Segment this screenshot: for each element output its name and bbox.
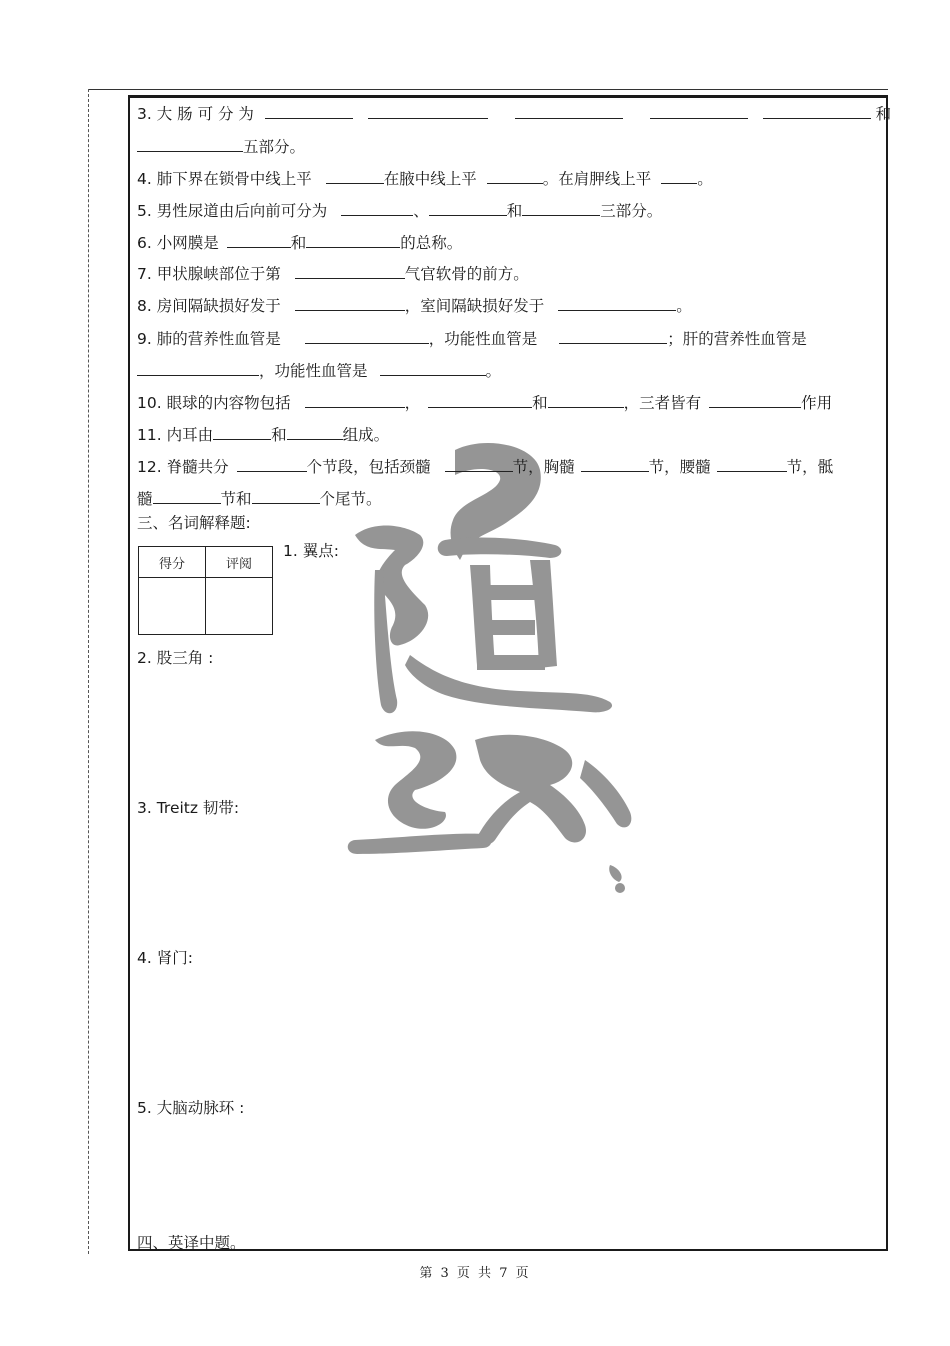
q3-suffix: 五部分。: [243, 138, 306, 156]
q12-text-d: 节，腰髓: [648, 458, 711, 476]
answer-blank[interactable]: [709, 392, 801, 408]
q8-text-c: 。: [676, 297, 692, 315]
section-4-title: 四、英译中题。: [137, 1234, 246, 1252]
q4-text-c: 。在肩胛线上平: [542, 170, 652, 188]
answer-blank[interactable]: [227, 232, 291, 248]
term-3: 3. Treitz 韧带:: [137, 799, 240, 817]
q4-text-b: 在腋中线上平: [383, 170, 477, 188]
q9-text-c: ；肝的营养性血管是: [667, 330, 807, 348]
answer-blank[interactable]: [326, 168, 384, 184]
q12-text-g: 节和: [220, 490, 252, 508]
page-footer: 第 3 页 共 7 页: [419, 1266, 531, 1281]
answer-blank[interactable]: [153, 488, 221, 504]
q11-text-c: 组成。: [342, 426, 390, 444]
answer-blank[interactable]: [341, 200, 413, 216]
question-8: [137, 295, 692, 316]
answer-blank[interactable]: [305, 392, 405, 408]
question-6: [137, 232, 462, 253]
answer-blank[interactable]: [763, 103, 871, 119]
question-10: [137, 392, 832, 413]
answer-blank[interactable]: [137, 136, 243, 152]
question-9-cont: [137, 360, 501, 381]
section-3-title: 三、名词解释题:: [137, 514, 251, 532]
score-cell[interactable]: [139, 578, 206, 635]
q10-text-a: 10. 眼球的内容物包括: [137, 394, 291, 412]
q5-text-a: 5. 男性尿道由后向前可分为: [137, 202, 328, 220]
q9-text-e: 。: [485, 362, 502, 380]
answer-blank[interactable]: [429, 200, 507, 216]
q10-text-e: 作用: [801, 394, 833, 412]
answer-blank[interactable]: [295, 295, 405, 311]
question-12-cont: [137, 488, 382, 509]
q11-text-b: 和: [271, 426, 287, 444]
answer-blank[interactable]: [213, 424, 271, 440]
question-7: [137, 263, 529, 284]
answer-blank[interactable]: [287, 424, 343, 440]
binding-line: [88, 89, 89, 1254]
term-5: 5. 大脑动脉环 :: [137, 1099, 245, 1117]
answer-blank[interactable]: [548, 392, 624, 408]
score-label: 得分: [139, 547, 206, 578]
term-1: 1. 翼点:: [283, 542, 339, 560]
q8-text-b: ，室间隔缺损好发于: [404, 297, 545, 315]
q10-text-d: ，三者皆有: [623, 394, 702, 412]
answer-blank[interactable]: [487, 168, 543, 184]
q3-and-text: 和: [875, 105, 892, 123]
review-cell[interactable]: [206, 578, 273, 635]
score-box: [138, 546, 273, 635]
q7-text-a: 7. 甲状腺峡部位于第: [137, 265, 281, 283]
answer-blank[interactable]: [650, 103, 748, 119]
answer-blank[interactable]: [368, 103, 488, 119]
answer-blank[interactable]: [445, 456, 513, 472]
calligraphy-watermark-icon: [335, 440, 640, 910]
review-label: 评阅: [206, 547, 273, 578]
answer-blank[interactable]: [265, 103, 353, 119]
answer-blank[interactable]: [252, 488, 320, 504]
answer-blank[interactable]: [237, 456, 307, 472]
q8-text-a: 8. 房间隔缺损好发于: [137, 297, 281, 315]
q5-text-d: 三部分。: [600, 202, 663, 220]
term-4: 4. 肾门:: [137, 949, 193, 967]
q12-text-e: 节，骶: [786, 458, 834, 476]
q7-text-b: 气官软骨的前方。: [404, 265, 529, 283]
q12-text-h: 个尾节。: [319, 490, 382, 508]
answer-blank[interactable]: [306, 232, 400, 248]
q6-text-c: 的总称。: [400, 234, 463, 252]
q6-text-a: 6. 小网膜是: [137, 234, 219, 252]
answer-blank[interactable]: [522, 200, 600, 216]
question-4: [137, 168, 713, 189]
q5-text-b: 、: [413, 202, 429, 220]
q3-text: 3. 大 肠 可 分 为: [137, 105, 254, 123]
page-top-rule: [88, 89, 888, 90]
question-5: [137, 200, 662, 221]
answer-blank[interactable]: [661, 168, 697, 184]
q11-text-a: 11. 内耳由: [137, 426, 214, 444]
q12-text-f: 髓: [137, 490, 153, 508]
answer-blank[interactable]: [559, 328, 667, 344]
q9-text-a: 9. 肺的营养性血管是: [137, 330, 281, 348]
q12-text-b: 个节段，包括颈髓: [306, 458, 431, 476]
q4-text-d: 。: [697, 170, 713, 188]
question-11: [137, 424, 389, 445]
q12-text-a: 12. 脊髓共分: [137, 458, 229, 476]
term-2: 2. 股三角 :: [137, 649, 214, 667]
question-3-cont: [137, 136, 305, 157]
answer-blank[interactable]: [428, 392, 532, 408]
q9-text-d: ，功能性血管是: [259, 362, 368, 380]
answer-blank[interactable]: [137, 360, 259, 376]
answer-blank[interactable]: [717, 456, 787, 472]
answer-blank[interactable]: [305, 328, 429, 344]
q5-text-c: 和: [506, 202, 523, 220]
q12-text-c: 节，胸髓: [512, 458, 575, 476]
answer-blank[interactable]: [581, 456, 649, 472]
question-12: [137, 456, 833, 477]
answer-blank[interactable]: [380, 360, 486, 376]
answer-blank[interactable]: [515, 103, 623, 119]
q10-text-c: 和: [532, 394, 548, 412]
q4-text-a: 4. 肺下界在锁骨中线上平: [137, 170, 312, 188]
answer-blank[interactable]: [295, 263, 405, 279]
q10-text-b: ，: [404, 394, 421, 412]
question-9: [137, 328, 807, 349]
question-3: [137, 103, 891, 124]
q6-text-b: 和: [290, 234, 307, 252]
answer-blank[interactable]: [558, 295, 676, 311]
q9-text-b: ，功能性血管是: [428, 330, 538, 348]
